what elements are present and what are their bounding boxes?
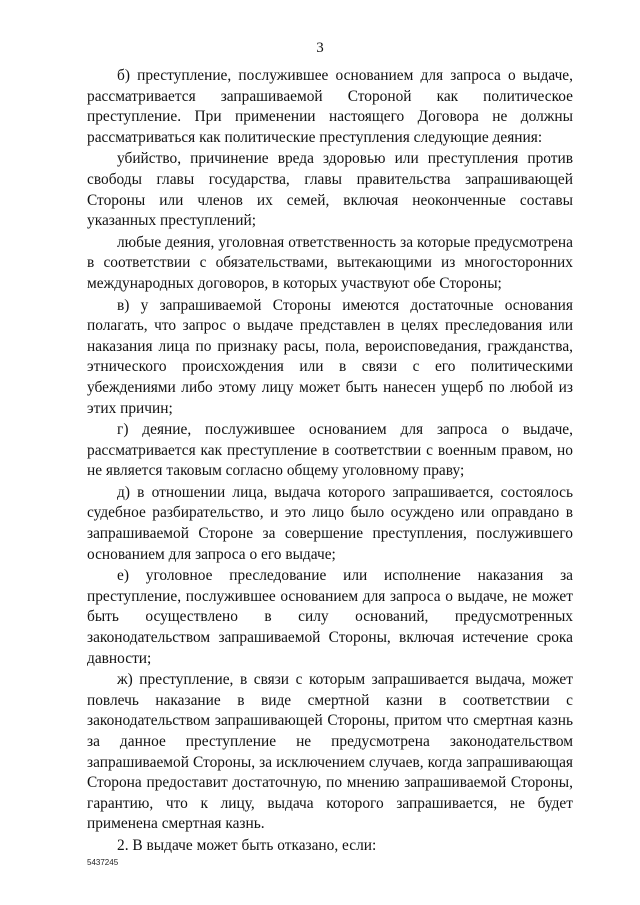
paragraph-treaty-exception: любые деяния, уголовная ответственность за которые предусмотрена в соответствии с обязательствами, вытекающими из многосторонних международных договоров, в которых участвуют обе Стороны; — [87, 233, 573, 292]
document-body — [87, 66, 573, 858]
paragraph-v: в) у запрашиваемой Стороны имеются достаточные основания полагать, что запрос о выдаче представлен в целях преследования или наказания лица по признаку расы, пола, вероисповедания, гражданства, этнического происхождения или в связи с его политическими убеждениями либо этому лицу может быть нанесен ущерб по любой из этих причин; — [87, 296, 573, 417]
paragraph-b: б) преступление, послужившее основанием для запроса о выдаче, рассматривается запрашиваемой Стороной как политическое преступление. При применении настоящего Договора не должны рассматриваться как политические преступления следующие деяния: — [87, 67, 573, 146]
paragraph-e: е) уголовное преследование или исполнение наказания за преступление, послужившее основанием для запроса о выдаче, не может быть осуществлено в силу оснований, предусмотренных законодательством запрашиваемой Стороны, включая истечение срока давности; — [87, 567, 573, 667]
paragraph-murder-exception: убийство, причинение вреда здоровью или преступления против свободы главы государства, главы правительства запрашивающей Стороны или членов их семей, включая неоконченные составы указанных преступлений; — [87, 150, 573, 230]
page-number: 3 — [316, 40, 324, 56]
paragraph-2: 2. В выдаче может быть отказано, если: — [117, 836, 377, 854]
paragraph-zh: ж) преступление, в связи с которым запрашивается выдача, может повлечь наказание в виде смертной казни в соответствии с законодательством запрашивающей Стороны, притом что смертная казнь за данное преступление не предусмотрена законодательством запрашиваемой Стороны, за исключением случаев, когда запрашивающая Сторона предоставит достаточную, по мнению запрашиваемой Стороны, гарантию, что к лицу, выдача которого запрашивается, не будет применена смертная казнь. — [87, 671, 573, 833]
paragraph-g: г) деяние, послужившее основанием для запроса о выдаче, рассматривается как преступление в соответствии с военным правом, но не является таковым согласно общему уголовному праву; — [87, 421, 573, 480]
paragraph-d: д) в отношении лица, выдача которого запрашивается, состоялось судебное разбирательство, и это лицо было осуждено или оправдано в запрашиваемой Стороне за совершение преступления, послужившего основанием для запроса о его выдаче; — [87, 483, 573, 563]
document-code: 5437245 — [87, 858, 119, 867]
